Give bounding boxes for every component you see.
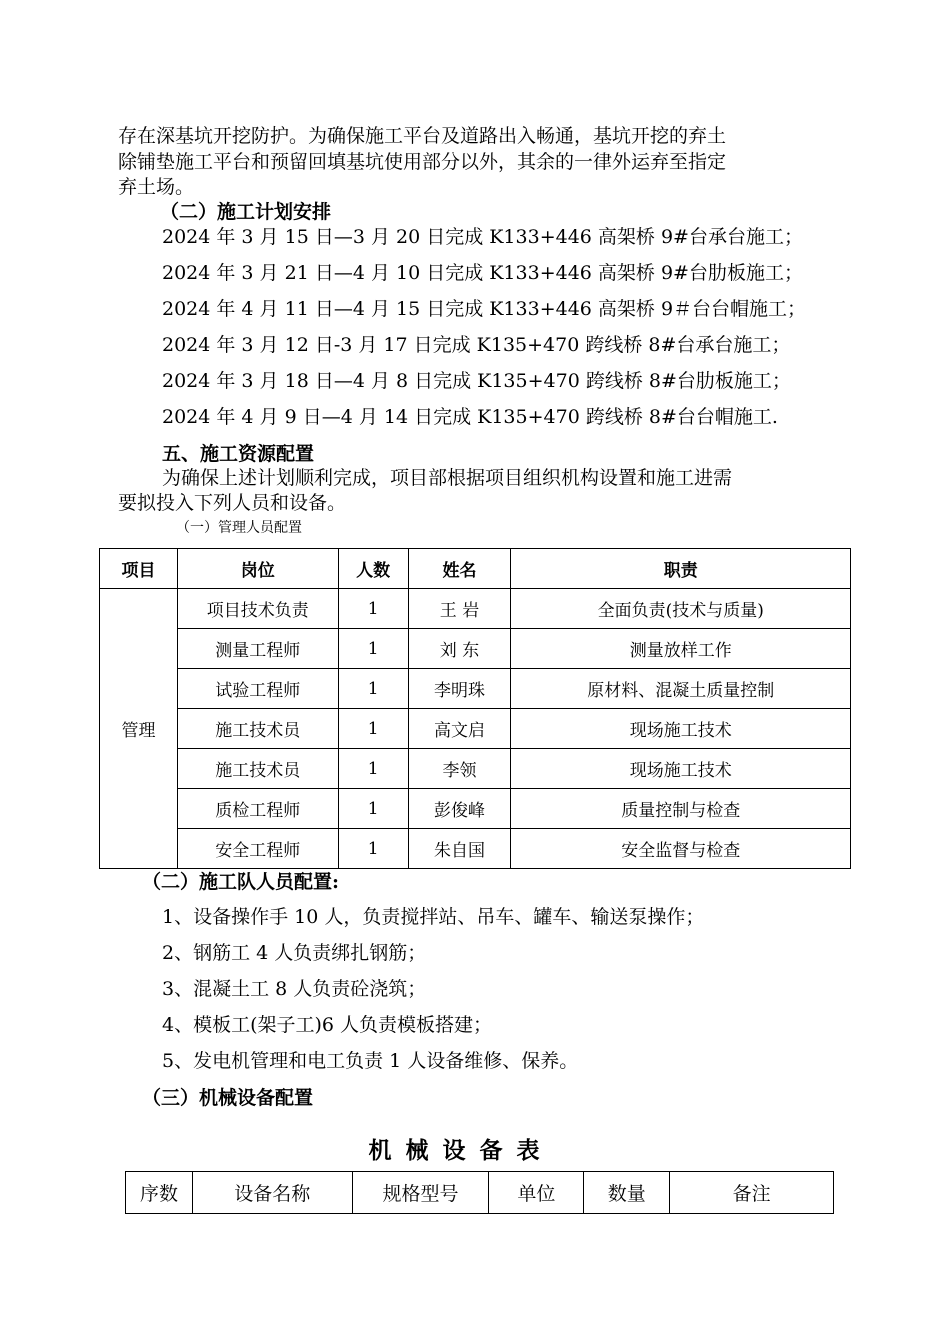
count-cell: 1 [338,669,408,709]
count-cell: 1 [338,789,408,829]
team-item: 3、混凝土工 8 人负责砼浇筑； [162,978,427,1000]
name-cell: 李领 [408,749,511,789]
staff-table [99,548,851,869]
team-item: 1、设备操作手 10 人，负责搅拌站、吊车、罐车、输送泵操作； [162,906,705,928]
count-cell: 1 [338,589,408,629]
plan-item: 2024 年 3 月 18 日—4 月 8 日完成 K135+470 跨线桥 8#台肋板施工； [162,370,791,392]
name-cell: 刘 东 [408,629,511,669]
duty-cell: 现场施工技术 [511,709,851,749]
table-row [100,629,851,669]
name-cell: 高文启 [408,709,511,749]
post-cell: 试验工程师 [177,669,338,709]
header-cell: 职责 [511,549,851,589]
name-cell: 李明珠 [408,669,511,709]
name-cell: 彭俊峰 [408,789,511,829]
post-cell: 安全工程师 [177,829,338,869]
table-header-row [100,549,851,589]
section5-line: 为确保上述计划顺利完成，项目部根据项目组织机构设置和施工进需 [162,467,733,489]
count-cell: 1 [338,709,408,749]
post-cell: 测量工程师 [177,629,338,669]
duty-cell: 原材料、混凝土质量控制 [511,669,851,709]
count-cell: 1 [338,629,408,669]
post-cell: 施工技术员 [177,749,338,789]
team-heading: （二）施工队人员配置: [142,871,340,893]
count-cell: 1 [338,749,408,789]
duty-cell: 安全监督与检查 [511,829,851,869]
table-row [100,589,851,629]
plan-item: 2024 年 3 月 15 日—3 月 20 日完成 K133+446 高架桥 9#台承台施工； [162,226,803,248]
equip-header-cell: 数量 [584,1172,670,1214]
duty-cell: 质量控制与检查 [511,789,851,829]
equip-header-row [126,1172,834,1214]
header-cell: 姓名 [408,549,511,589]
table-row [100,669,851,709]
equip-header-cell: 备注 [670,1172,834,1214]
equip-table [125,1171,834,1214]
intro-line: 弃土场。 [118,176,195,198]
count-cell: 1 [338,829,408,869]
post-cell: 项目技术负责 [177,589,338,629]
header-cell: 人数 [338,549,408,589]
team-item: 2、钢筋工 4 人负责绑扎钢筋； [162,942,427,964]
equip-table-title: 机械设备表 [368,1137,554,1164]
table-row [100,709,851,749]
section5-line: 要拟投入下列人员和设备。 [118,492,347,514]
section5-heading: 五、施工资源配置 [162,443,315,465]
header-cell: 岗位 [177,549,338,589]
name-cell: 王 岩 [408,589,511,629]
plan-item: 2024 年 4 月 11 日—4 月 15 日完成 K133+446 高架桥 9＃台台帽施工； [162,298,807,320]
duty-cell: 测量放样工作 [511,629,851,669]
group-label-cell: 管理 [100,589,178,869]
team-item: 5、发电机管理和电工负责 1 人设备维修、保养。 [162,1050,579,1072]
post-cell: 施工技术员 [177,709,338,749]
equip-header-cell: 序数 [126,1172,193,1214]
equip-header-cell: 单位 [489,1172,584,1214]
team-item: 4、模板工(架子工)6 人负责模板搭建； [162,1014,493,1036]
table-row [100,789,851,829]
intro-line: 存在深基坑开挖防护。为确保施工平台及道路出入畅通，基坑开挖的弃土 [118,125,727,147]
header-cell: 项目 [100,549,178,589]
name-cell: 朱自国 [408,829,511,869]
plan-item: 2024 年 3 月 12 日-3 月 17 日完成 K135+470 跨线桥 8#台承台施工； [162,334,791,356]
duty-cell: 现场施工技术 [511,749,851,789]
duty-cell: 全面负责(技术与质量) [511,589,851,629]
plan-heading: （二）施工计划安排 [160,201,332,223]
equip-header-cell: 规格型号 [352,1172,489,1214]
table-row [100,749,851,789]
equip-header-cell: 设备名称 [192,1172,352,1214]
post-cell: 质检工程师 [177,789,338,829]
mgmt-caption: （一）管理人员配置 [176,520,302,536]
plan-item: 2024 年 4 月 9 日—4 月 14 日完成 K135+470 跨线桥 8#台台帽施工. [162,406,778,428]
plan-item: 2024 年 3 月 21 日—4 月 10 日完成 K133+446 高架桥 9#台肋板施工； [162,262,803,284]
intro-line: 除铺垫施工平台和预留回填基坑使用部分以外，其余的一律外运弃至指定 [118,151,727,173]
machine-heading: （三）机械设备配置 [142,1087,314,1109]
table-row [100,829,851,869]
